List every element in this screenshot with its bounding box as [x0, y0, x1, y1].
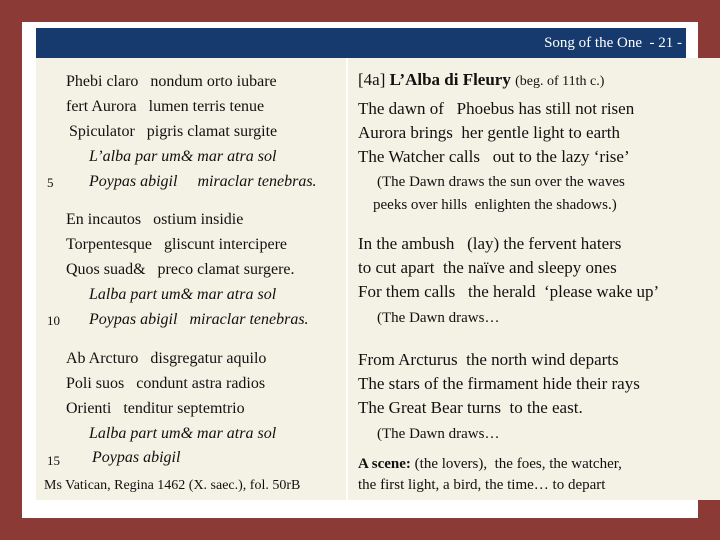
latin-refrain-line: Lalba part um& mar atra sol: [89, 286, 277, 303]
translation-refrain: peeks over hills enlighten the shadows.): [373, 197, 617, 213]
latin-line: Torpentesque gliscunt intercipere: [66, 236, 288, 253]
line-number: 10: [47, 313, 60, 328]
latin-line: Ab Arcturo disgregatur aquilo: [66, 350, 267, 367]
latin-refrain-line: Poypas abigil: [92, 449, 181, 466]
latin-refrain-line: Lalba part um& mar atra sol: [89, 425, 277, 442]
title-note-close: c.): [586, 74, 605, 89]
translation-line: The Great Bear turns to the east.: [358, 398, 583, 417]
page-title: Song of the One - 21 -: [544, 35, 682, 51]
latin-line: Orienti tenditur septemtrio: [66, 400, 245, 417]
latin-line: Phebi claro nondum orto iubare: [66, 73, 277, 90]
title-main: L’Alba di Fleury: [389, 70, 511, 89]
translation-line: In the ambush (lay) the fervent haters: [358, 234, 622, 253]
manuscript-source: Ms Vatican, Regina 1462 (X. saec.), fol. 50rB: [44, 478, 301, 493]
translation-refrain: (The Dawn draws the sun over the waves: [377, 174, 625, 190]
translation-line: The Watcher calls out to the lazy ‘rise’: [358, 147, 630, 166]
translation-title: [358, 71, 604, 91]
scene-description: [358, 455, 622, 473]
translation-line: The dawn of Phoebus has still not risen: [358, 99, 635, 118]
title-bracket: [4a]: [358, 70, 386, 89]
latin-refrain-line: L’alba par um& mar atra sol: [89, 148, 277, 165]
scene-label: A scene:: [358, 456, 411, 472]
latin-line: En incautos ostium insidie: [66, 211, 244, 228]
title-note-open: (beg. of: [515, 74, 563, 89]
translation-line: The stars of the firmament hide their rays: [358, 374, 640, 393]
latin-line: Poli suos condunt astra radios: [66, 375, 266, 392]
line-number: 15: [47, 453, 60, 468]
latin-line: Spiculator pigris clamat surgite: [69, 123, 278, 140]
translation-line: For them calls the herald ‘please wake up’: [358, 282, 660, 301]
translation-line: to cut apart the naïve and sleepy ones: [358, 258, 617, 277]
scene-line: the first light, a bird, the time… to depart: [358, 477, 606, 493]
latin-line: fert Aurora lumen terris tenue: [66, 98, 265, 115]
translation-refrain: (The Dawn draws…: [377, 310, 500, 326]
translation-line: Aurora brings her gentle light to earth: [358, 123, 621, 142]
translation-refrain: (The Dawn draws…: [377, 426, 500, 442]
latin-refrain-line: Poypas abigil miraclar tenebras.: [89, 173, 317, 190]
latin-refrain-line: Poypas abigil miraclar tenebras.: [89, 311, 309, 328]
latin-line: Quos suad& preco clamat surgere.: [66, 261, 295, 278]
line-number: 5: [47, 175, 54, 190]
scene-line: (the lovers), the foes, the watcher,: [410, 456, 622, 472]
translation-line: From Arcturus the north wind departs: [358, 350, 619, 369]
title-note-century: 11th: [562, 74, 587, 89]
